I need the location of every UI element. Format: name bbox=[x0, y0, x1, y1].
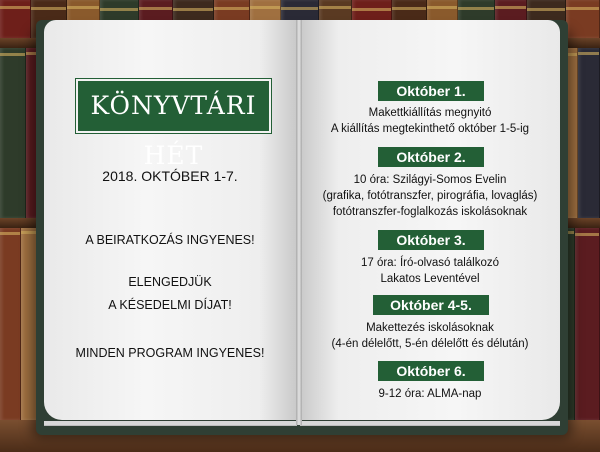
right-page bbox=[300, 20, 560, 420]
note-registration-free: A BEIRATKOZÁS INGYENES! bbox=[85, 233, 255, 247]
program-line: 10 óra: Szilágyi-Somos Evelin bbox=[353, 174, 507, 186]
program-line: Makettezés iskolásoknak bbox=[366, 322, 494, 334]
date-label-oct-2: Október 2. bbox=[378, 147, 484, 167]
note-programs-free: MINDEN PROGRAM INGYENES! bbox=[75, 346, 265, 360]
book-spine-decoration bbox=[0, 48, 26, 218]
program-line: A kiállítás megtekinthető október 1-5-ig bbox=[330, 123, 530, 135]
program-line: Lakatos Leventével bbox=[380, 273, 480, 285]
note-fee-waived-line1: ELENGEDJÜK bbox=[128, 275, 212, 289]
program-line: (4-én délelőtt, 5-én délelőtt és délután) bbox=[331, 338, 529, 350]
program-line: fotótranszfer-foglalkozás iskolásoknak bbox=[332, 206, 528, 218]
page-edge bbox=[300, 421, 560, 426]
date-label-oct-6: Október 6. bbox=[378, 361, 484, 381]
program-line: Makettkiállítás megnyitó bbox=[368, 107, 492, 119]
book-spine-decoration bbox=[566, 0, 600, 38]
date-label-oct-4-5: Október 4-5. bbox=[373, 295, 489, 315]
book-spine bbox=[296, 20, 302, 425]
page-title: KÖNYVTÁRI HÉT bbox=[76, 79, 271, 133]
book-spine-decoration bbox=[578, 48, 600, 218]
date-label-oct-3: Október 3. bbox=[378, 230, 484, 250]
program-line: 17 óra: Író-olvasó találkozó bbox=[360, 257, 500, 269]
program-line: 9-12 óra: ALMA-nap bbox=[378, 388, 482, 400]
book-spine-decoration bbox=[0, 0, 31, 38]
book-spine-decoration bbox=[575, 228, 600, 420]
note-fee-waived-line2: A KÉSEDELMI DÍJAT! bbox=[108, 298, 232, 312]
program-line: (grafika, fotótranszfer, pirográfia, lovaglás) bbox=[322, 190, 538, 202]
book-spine-decoration bbox=[0, 228, 21, 420]
event-date: 2018. OKTÓBER 1-7. bbox=[102, 168, 238, 184]
date-label-oct-1: Október 1. bbox=[378, 81, 484, 101]
page-edge bbox=[44, 421, 297, 426]
